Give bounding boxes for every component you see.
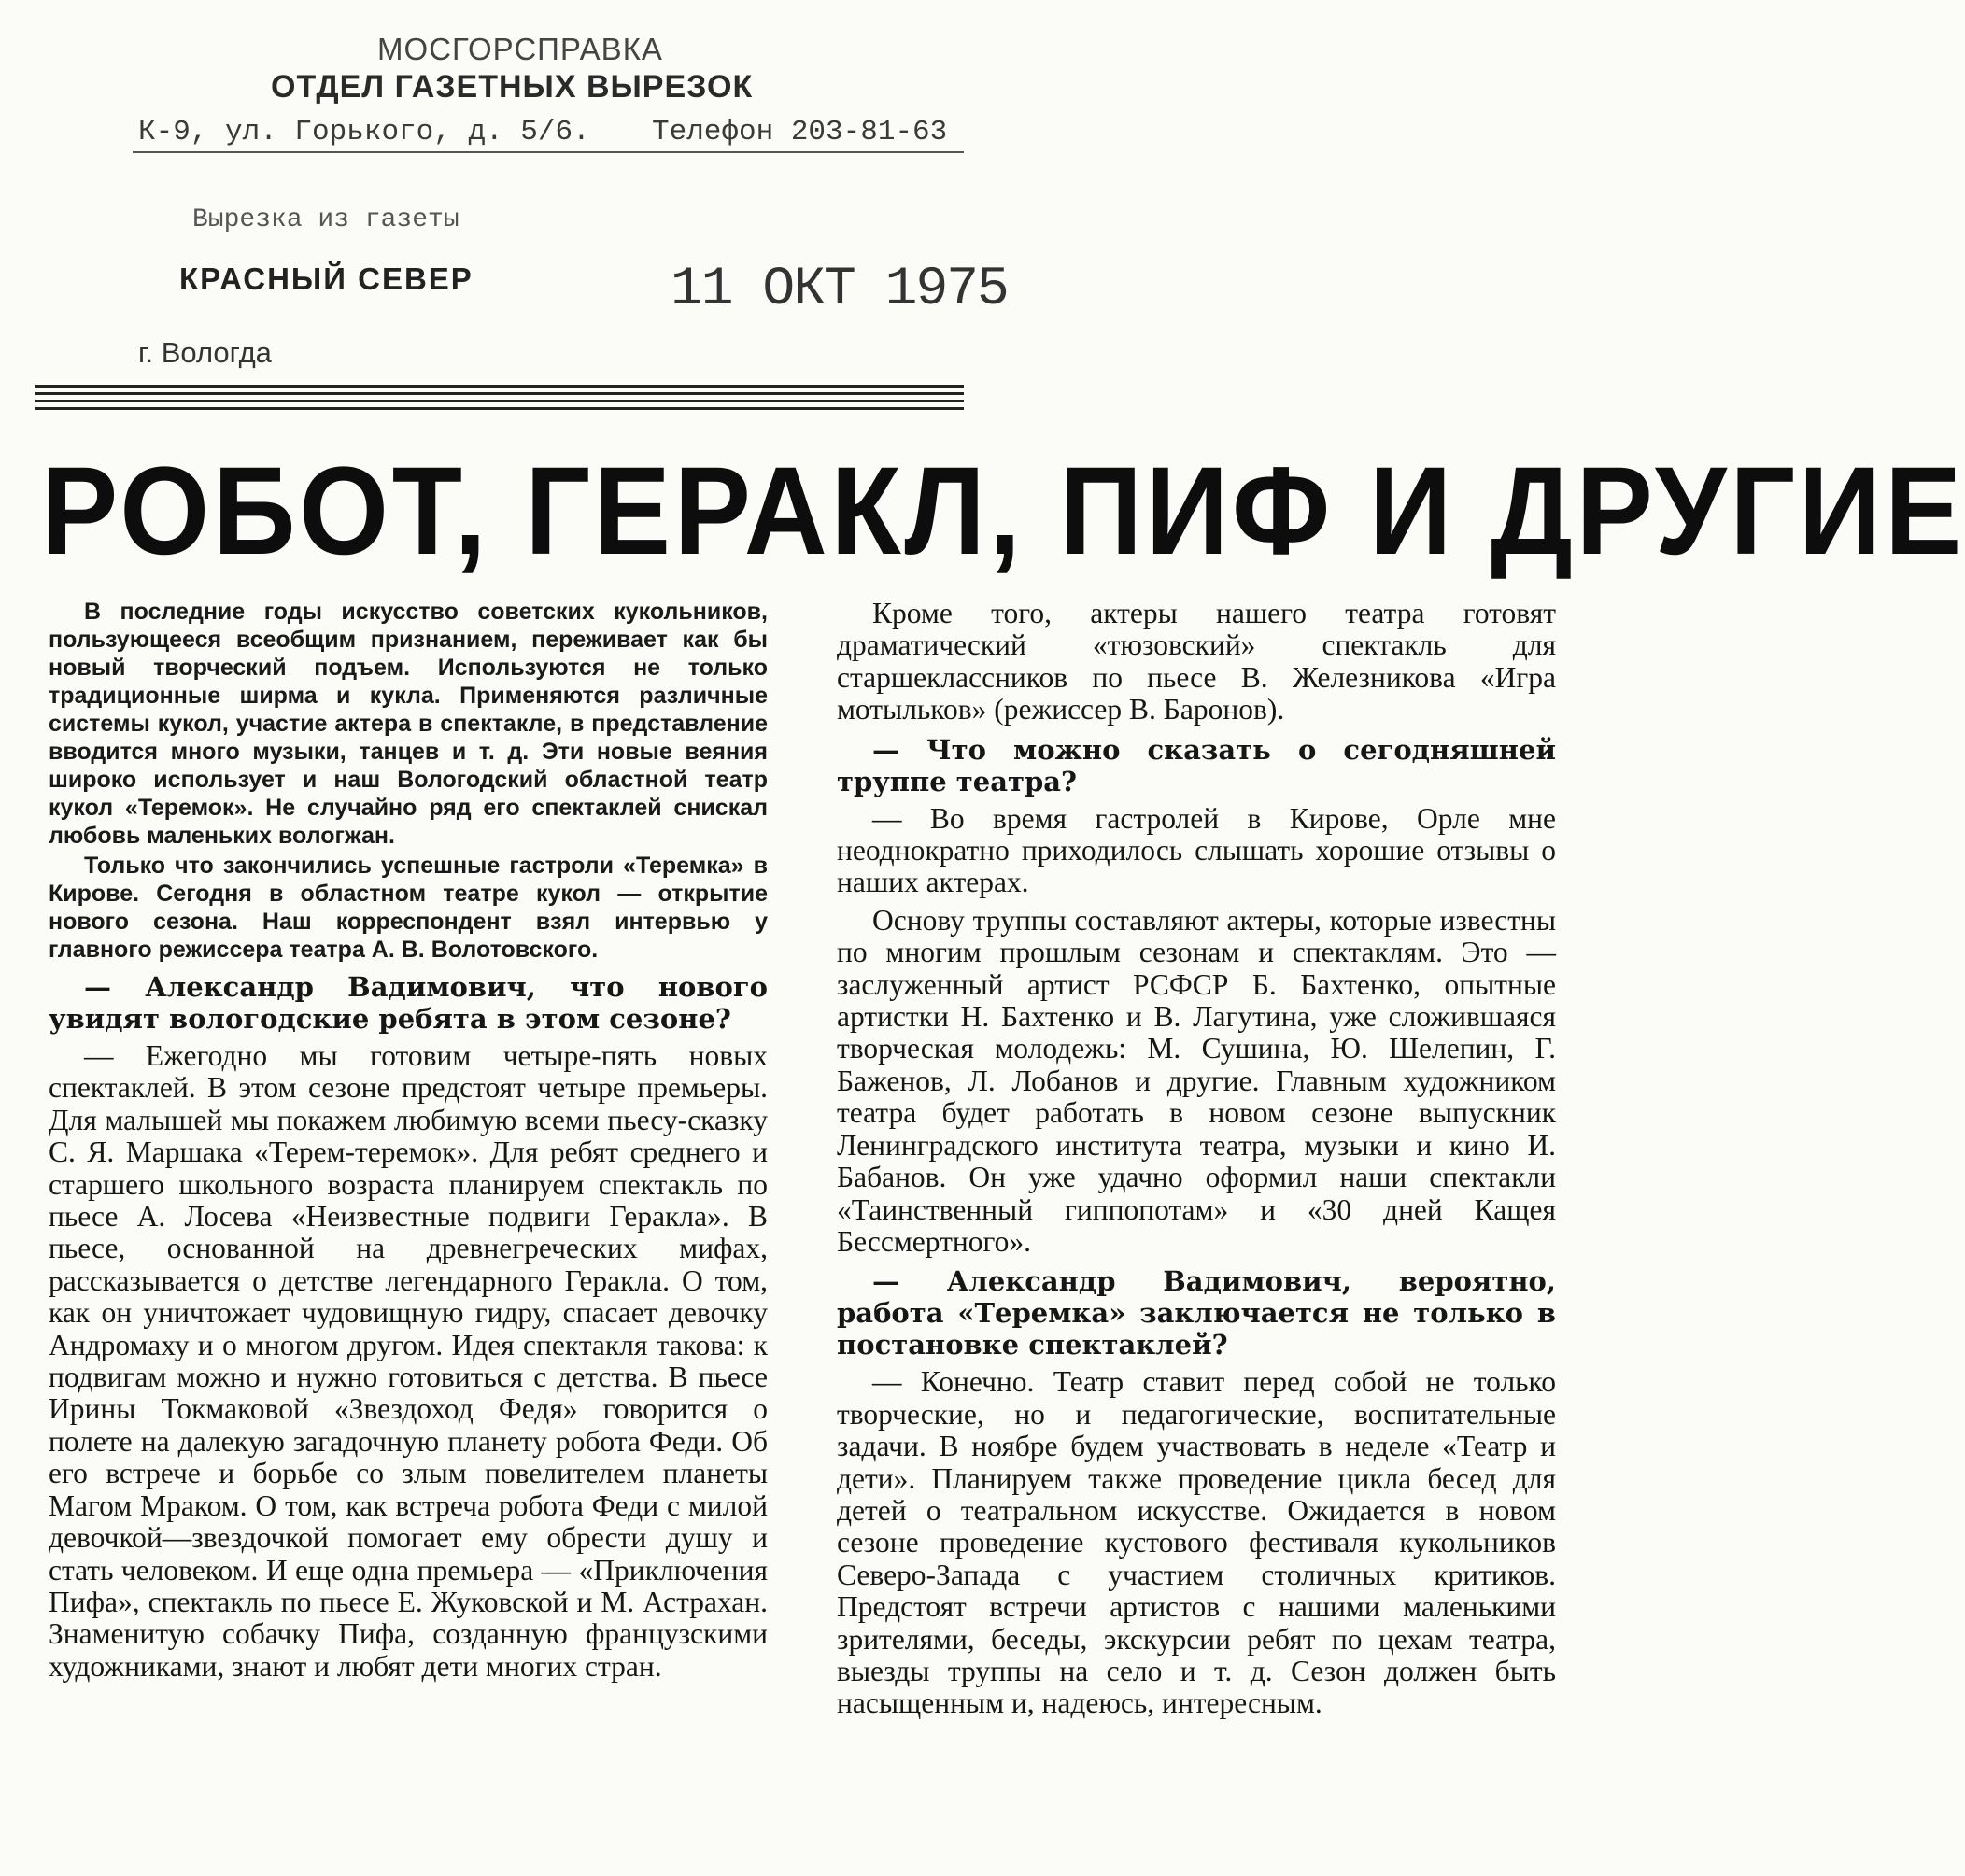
article-column-left	[49, 598, 768, 1683]
lead-paragraph: В последние годы искусство советских кукольников, пользующееся всеобщим признанием, переживает как бы новый творческий подъем. Используются не только традиционные ширма и кукла. Применяются различные системы кукол, участие актера в спектакле, в представление вводится много музыки, танцев и т. д. Эти новые веяния широко использует и наш Вологодский областной театр кукол «Теремок». Не случайно ряд его спектаклей снискал любовь маленьких вологжан.	[49, 599, 768, 849]
interview-question: — Александр Вадимович, что нового увидят вологодские ребята в этом сезоне?	[49, 971, 768, 1035]
interview-question: — Александр Вадимович, вероятно, работа «Теремка» заключается не только в постановке спектаклей?	[837, 1265, 1556, 1361]
stamp-rule-2	[35, 392, 964, 395]
interview-answer-continued: Кроме того, актеры нашего театра готовят драматический «тюзовский» спектакль для старшеклассников по пьесе В. Железникова «Игра мотыльков» (режиссер В. Баронов).	[837, 597, 1556, 726]
article-lead	[49, 598, 768, 964]
stamp-phone: Телефон 203-81-63	[652, 116, 948, 148]
stamp-rule-1	[35, 385, 964, 388]
interview-answer: — Во время гастролей в Кирове, Орле мне неоднократно приходилось слышать хорошие отзывы о наших актерах.	[837, 801, 1556, 899]
stamp-address: К-9, ул. Горького, д. 5/6.	[138, 116, 590, 148]
interview-question: — Что можно сказать о сегодняшней труппе театра?	[837, 733, 1556, 797]
interview-answer: — Ежегодно мы готовим четыре-пять новых спектаклей. В этом сезоне предстоят четыре премьеры. Для малышей мы покажем любимую всеми пьесу-сказку С. Я. Маршака «Терем-теремок». Для ребят среднего и старшего школьного возраста планируем спектакль по пьесе А. Лосева «Неизвестные подвиги Геракла». В пьесе, основанной на древнегреческих мифах, рассказывается о детстве легендарного Геракла. О том, как он уничтожает чудовищную гидру, спасает девочку Андромаху и о многом другом. Идея спектакля такова: к подвигам можно и нужно готовиться с детства. В пьесе Ирины Токмаковой «Звездоход Федя» говорится о полете на далекую загадочную планету робота Феди. Об его встрече и борьбе со злым повелителем планеты Магом Мраком. О том, как встреча робота Феди с милой девочкой—звездочкой помогает ему обрести душу и стать человеком. И еще одна премьера — «Приключения Пифа», спектакль по пьесе Е. Жуковской и М. Астрахан. Знаменитую собачку Пифа, созданную французскими художниками, знают и любят дети многих стран.	[49, 1039, 768, 1683]
interview-answer: Основу труппы составляют актеры, которые известны по многим прошлым сезонам и спектаклям. Это — заслуженный артист РСФСР Б. Бахтенко, опытные артистки Н. Бахтенко и В. Лагутина, уже сложившаяся творческая молодежь: М. Сушина, Ю. Шелепин, Г. Баженов, Л. Лобанов и другие. Главным художником театра будет работать в новом сезоне выпускник Ленинградского института театра, музыки и кино И. Бабанов. Он уже удачно оформил наши спектакли «Таинственный гиппопотам» и «30 дней Кащея Бессмертного».	[837, 903, 1556, 1258]
stamp-organization: МОСГОРСПРАВКА	[377, 32, 663, 66]
stamp-date: 11 ОКТ 1975	[671, 260, 1008, 320]
article-headline: РОБОТ, ГЕРАКЛ, ПИФ И ДРУГИЕ	[41, 442, 1965, 581]
stamp-department: ОТДЕЛ ГАЗЕТНЫХ ВЫРЕЗОК	[271, 69, 754, 105]
stamp-clipping-label: Вырезка из газеты	[192, 205, 459, 234]
interview-answer: — Конечно. Театр ставит перед собой не только творческие, но и педагогические, воспитательные задачи. В ноябре будем участвовать в неделе «Театр и дети». Планируем также проведение цикла бесед для детей о театральном искусстве. Ожидается в новом сезоне проведение кустового фестиваля кукольников Северо-Запада с участием столичных критиков. Предстоят встречи артистов с нашими маленькими зрителями, беседы, экскурсии ребят по цехам театра, выезды труппы на село и т. д. Сезон должен быть насыщенным и, надеюсь, интересным.	[837, 1365, 1556, 1720]
stamp-underline	[133, 151, 964, 153]
lead-paragraph: Только что закончились успешные гастроли «Теремка» в Кирове. Сегодня в областном театре кукол — открытие нового сезона. Наш корреспондент взял интервью у главного режиссера театра А. В. Волотовского.	[49, 853, 768, 963]
clipping-stamp	[26, 19, 1035, 411]
stamp-rule-3	[35, 400, 964, 402]
stamp-city: г. Вологда	[138, 336, 272, 369]
stamp-newspaper: КРАСНЫЙ СЕВЕР	[179, 261, 474, 296]
article-column-right	[837, 598, 1556, 1720]
stamp-rule-4	[35, 407, 964, 410]
